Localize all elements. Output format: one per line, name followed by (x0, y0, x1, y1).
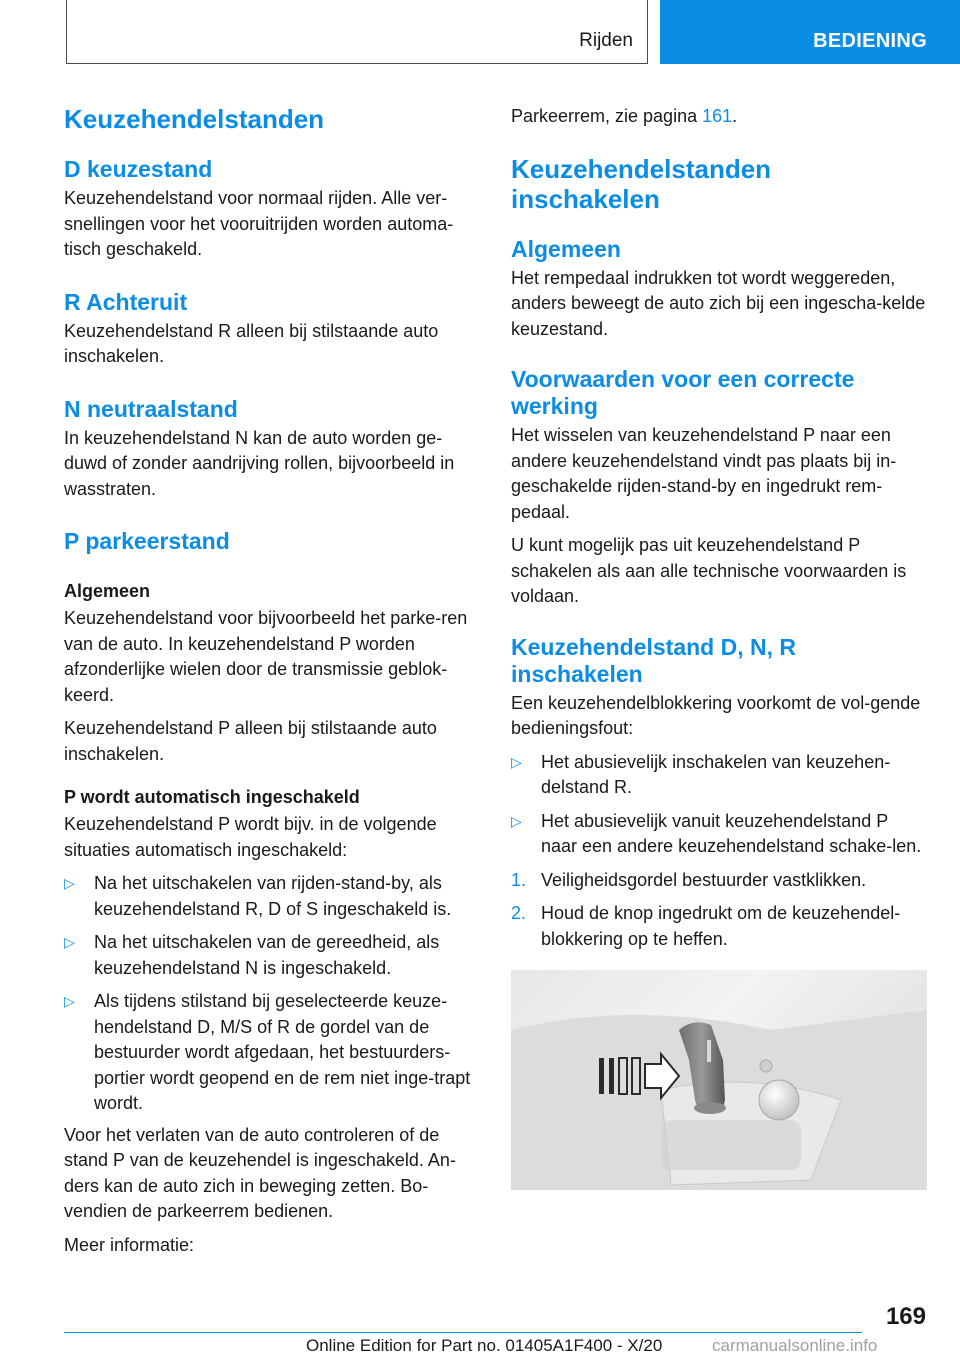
gear-selector-illustration (511, 970, 927, 1190)
triangle-bullet-icon: ▷ (511, 753, 522, 770)
footer-divider (64, 1332, 862, 1333)
r-heading: R Achteruit (64, 288, 188, 315)
d-heading: D keuzestand (64, 156, 213, 182)
list-item: ▷ Na het uitschakelen van de gereedheid, als keuzehendelstand N is ingeschakeld. (64, 932, 440, 978)
triangle-bullet-icon: ▷ (64, 993, 75, 1009)
page-title: Keuzehendelstanden (64, 104, 325, 134)
algemeen-heading: Algemeen (64, 581, 151, 601)
n-heading: N neutraalstand (64, 395, 238, 422)
d-text: Keuzehendelstand voor normaal rijden. Alle ver-snellingen voor het vooruitrijden worden automa-tisch geschakeld. (64, 188, 454, 259)
right-column (511, 100, 927, 1190)
list-item: ▷ Na het uitschakelen van rijden-stand-by, als keuzehendelstand R, D of S ingeschakeld is. (64, 873, 452, 919)
step-number: 1. (511, 869, 527, 890)
triangle-bullet-icon: ▷ (64, 934, 75, 950)
dnr-bullet-list (511, 750, 927, 860)
p-text-1: Keuzehendelstand voor bijvoorbeeld het parke-ren van de auto. In keuzehendelstand P worden afzonderlijke wielen door de transmissie geblok-keerd. (64, 608, 468, 705)
list-item: 1. Veiligheidsgordel bestuurder vastklikken. (511, 868, 927, 894)
auto-intro: Keuzehendelstand P wordt bijv. in de volgende situaties automatisch ingeschakeld: (64, 814, 437, 860)
section-title: BEDIENING (813, 30, 927, 52)
r-text: Keuzehendelstand R alleen bij stilstaande auto inschakelen. (64, 320, 439, 366)
p-heading: P parkeerstand (64, 528, 230, 554)
step-list (511, 868, 927, 953)
list-item: 2. Houd de knop ingedrukt om de keuzehendel-blokkering op te heffen. (511, 903, 901, 949)
cond-heading: Voorwaarden voor een correcte werking (511, 366, 855, 419)
list-item: ▷ Het abusievelijk vanuit keuzehendelstand P naar een andere keuzehendelstand schake-len. (511, 810, 922, 856)
auto-bullet-list (64, 871, 476, 1117)
engage-title: Keuzehendelstanden inschakelen (511, 153, 772, 214)
cond-text-2: U kunt mogelijk pas uit keuzehendelstand P schakelen als aan alle technische voorwaarden is voldaan. (511, 535, 907, 606)
auto-heading: P wordt automatisch ingeschakeld (64, 787, 360, 807)
triangle-bullet-icon: ▷ (64, 875, 75, 891)
alg-text: Het rempedaal indrukken tot wordt weggereden, anders beweegt de auto zich bij een ingescha-kelde keuzestand. (511, 267, 926, 339)
chapter-title: Rijden (579, 30, 633, 51)
cond-text-1: Het wisselen van keuzehendelstand P naar een andere keuzehendelstand vindt pas plaats bij in-geschakelde rijden-stand-by en ingedrukt rem-pedaal. (511, 425, 897, 522)
list-item: ▷ Als tijdens stilstand bij geselecteerde keuze-hendelstand D, M/S of R de gordel van de bestuurder wordt afgedaan, het bestuurders-portier wordt geopend en de rem niet inge-trapt wordt. (64, 991, 471, 1113)
alg-heading: Algemeen (511, 235, 621, 262)
header-section-tab (660, 0, 960, 64)
left-column (64, 100, 476, 1258)
gear-selector-icon (511, 970, 927, 1190)
list-item: ▷ Het abusievelijk inschakelen van keuzehen-delstand R. (511, 751, 891, 797)
step-number: 2. (511, 903, 527, 923)
p-text-2: Keuzehendelstand P alleen bij stilstaande auto inschakelen. (64, 718, 437, 764)
watermark: carmanualsonline.info (712, 1336, 878, 1355)
dnr-heading: Keuzehendelstand D, N, R inschakelen (511, 633, 796, 687)
dnr-intro: Een keuzehendelblokkering voorkomt de vol-gende bedieningsfout: (511, 692, 921, 738)
parking-brake-reference: Parkeerrem, zie pagina 161. (511, 106, 738, 126)
page-link[interactable]: 161 (702, 106, 733, 126)
edition-text: Online Edition for Part no. 01405A1F400 - X/20 (306, 1336, 663, 1355)
page-number: 169 (885, 1303, 926, 1330)
header-chapter-box (66, 0, 648, 64)
n-text: In keuzehendelstand N kan de auto worden ge-duwd of zonder aandrijving rollen, bijvoorbeeld in wasstraten. (64, 427, 455, 499)
triangle-bullet-icon: ▷ (511, 812, 522, 829)
more-info: Meer informatie: (64, 1234, 195, 1255)
leave-text: Voor het verlaten van de auto controleren of de stand P van de keuzehendel is ingeschakeld. An-ders kan de auto zich in beweging zetten. Bo-vendien de parkeerrem bedienen. (64, 1124, 456, 1221)
